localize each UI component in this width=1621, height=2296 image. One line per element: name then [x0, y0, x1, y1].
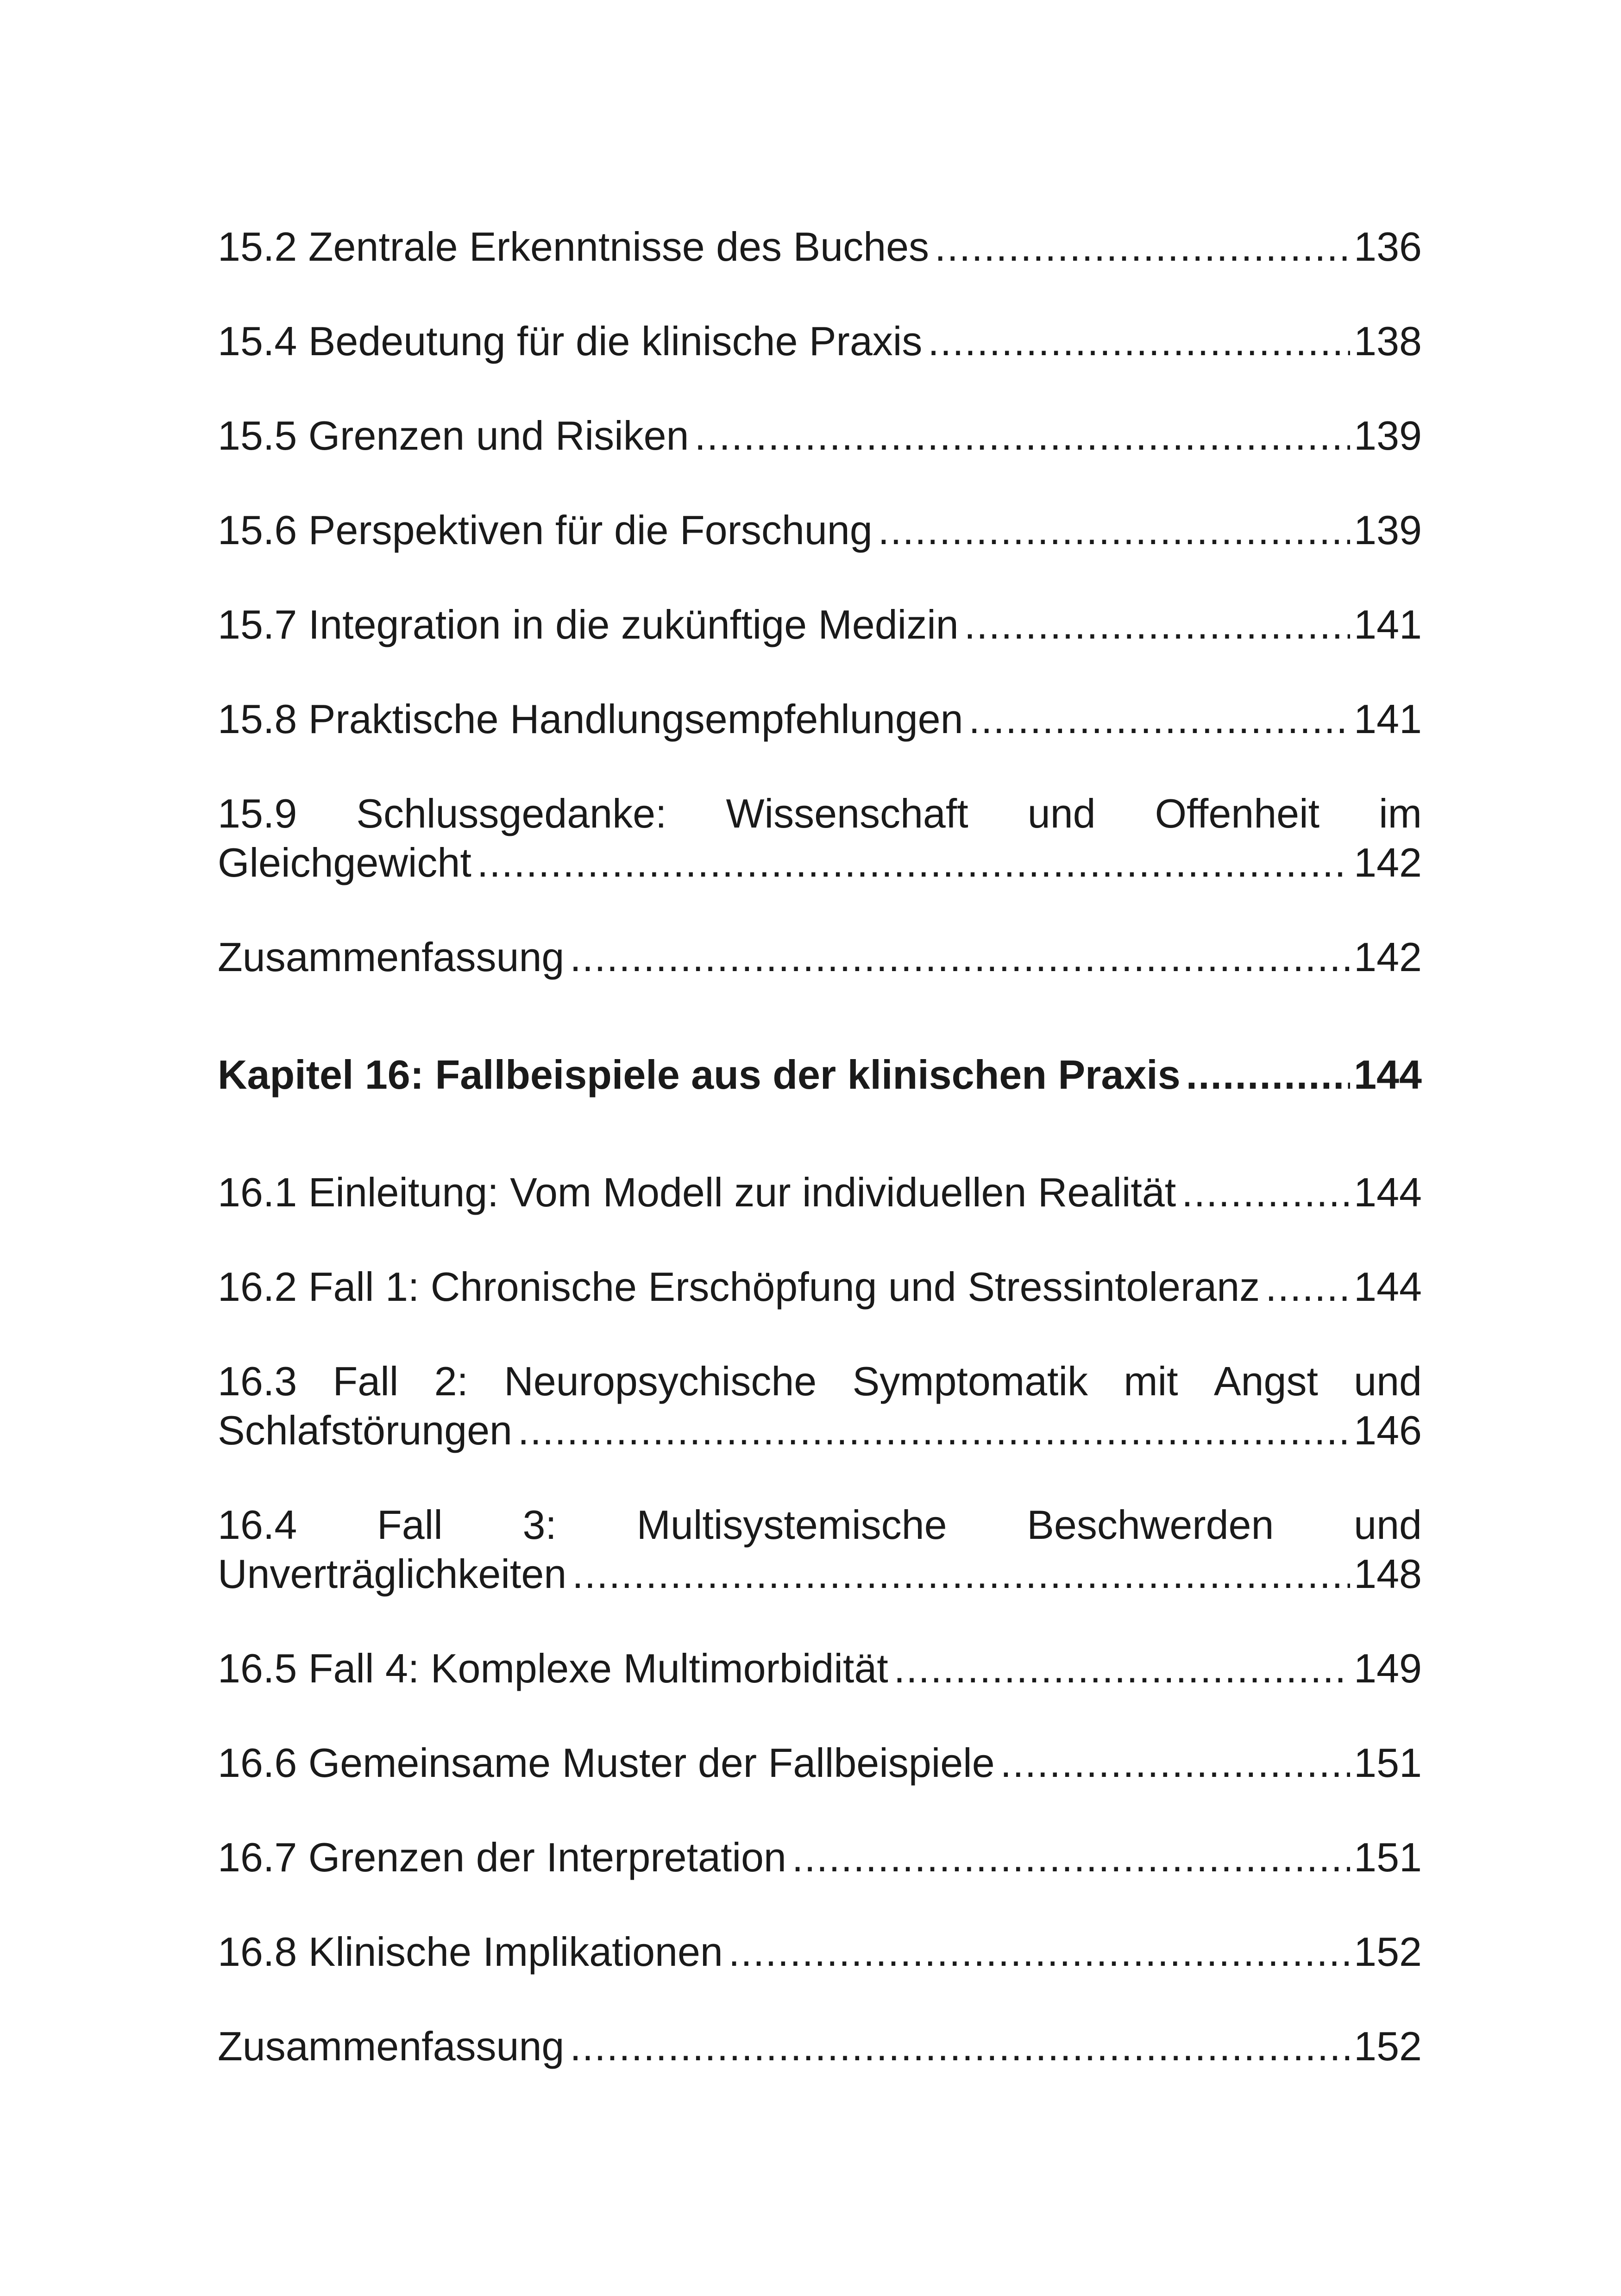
toc-entry-title: 16.8 Klinische Implikationen	[218, 1929, 723, 1975]
toc-word: 16.3	[218, 1358, 297, 1404]
toc-entry-title: 16.6 Gemeinsame Muster der Fallbeispiele	[218, 1740, 995, 1786]
toc-page-number: 139	[1354, 507, 1422, 553]
toc-entry-16-3[interactable]	[218, 1357, 1422, 1455]
toc-page-number: 144	[1354, 1169, 1422, 1215]
toc-word: Wissenschaft	[726, 790, 968, 836]
toc-page-number: 146	[1354, 1407, 1422, 1453]
toc-entry-title-line2: Unverträglichkeiten	[218, 1551, 567, 1597]
toc-word: Schlussgedanke:	[356, 790, 667, 836]
leader-dots	[518, 1406, 1350, 1455]
toc-word: Multisystemische	[636, 1502, 947, 1548]
toc-entry-title: Zusammenfassung	[218, 2023, 565, 2069]
leader-dots	[1265, 1262, 1350, 1311]
leader-dots	[792, 1833, 1350, 1882]
toc-word: im	[1379, 790, 1422, 836]
leader-dots	[695, 411, 1351, 460]
toc-entry-16-1[interactable]	[218, 1168, 1422, 1217]
toc-entry-title: 16.2 Fall 1: Chronische Erschöpfung und Stressintoleranz	[218, 1264, 1260, 1310]
toc-page-number: 142	[1354, 840, 1422, 885]
toc-page-number: 144	[1354, 1052, 1422, 1098]
toc-word: und	[1027, 790, 1096, 836]
toc-entry-title: 15.2 Zentrale Erkenntnisse des Buches	[218, 224, 930, 270]
toc-entry-title: 16.7 Grenzen der Interpretation	[218, 1834, 786, 1880]
leader-dots	[477, 838, 1350, 887]
toc-page-number: 138	[1354, 318, 1422, 364]
leader-dots	[570, 2022, 1350, 2071]
toc-entry-title: 15.7 Integration in die zukünftige Medizin	[218, 602, 959, 647]
leader-dots	[964, 600, 1350, 649]
leader-dots	[969, 695, 1351, 744]
toc-entry-title: Zusammenfassung	[218, 934, 565, 980]
toc-entry-15-7[interactable]	[218, 600, 1422, 649]
toc-entry-16-8[interactable]	[218, 1927, 1422, 1976]
toc-page-number: 141	[1354, 696, 1422, 742]
toc-word: und	[1354, 1502, 1422, 1548]
toc-entry-summary-16[interactable]	[218, 2022, 1422, 2071]
toc-word: mit	[1124, 1358, 1178, 1404]
toc-word: Neuropsychische	[504, 1358, 817, 1404]
leader-dots	[570, 933, 1350, 982]
toc-page-number: 149	[1354, 1645, 1422, 1691]
leader-dots	[928, 317, 1350, 366]
toc-entry-title: 15.8 Praktische Handlungsempfehlungen	[218, 696, 963, 742]
toc-entry-title: 16.5 Fall 4: Komplexe Multimorbidität	[218, 1645, 888, 1691]
toc-chapter-16[interactable]	[218, 1050, 1422, 1099]
toc-word: Fall	[333, 1358, 399, 1404]
toc-entry-title: 15.4 Bedeutung für die klinische Praxis	[218, 318, 923, 364]
toc-entry-16-4[interactable]	[218, 1500, 1422, 1599]
toc-page-number: 151	[1354, 1740, 1422, 1786]
toc-entry-16-2[interactable]	[218, 1262, 1422, 1311]
toc-page-number: 152	[1354, 2023, 1422, 2069]
toc-entry-16-7[interactable]	[218, 1833, 1422, 1882]
toc-page-number: 141	[1354, 602, 1422, 647]
leader-dots	[935, 222, 1350, 271]
leader-dots	[1181, 1168, 1350, 1217]
toc-page-number: 136	[1354, 224, 1422, 270]
toc-word: Beschwerden	[1027, 1502, 1274, 1548]
toc-entry-16-5[interactable]	[218, 1644, 1422, 1693]
toc-entry-title-line2: Gleichgewicht	[218, 840, 471, 885]
toc-entry-15-8[interactable]	[218, 695, 1422, 744]
toc-entry-title: 15.6 Perspektiven für die Forschung	[218, 507, 873, 553]
toc-entry-15-9[interactable]	[218, 789, 1422, 887]
toc-word: Symptomatik	[852, 1358, 1088, 1404]
toc-word: 16.4	[218, 1502, 297, 1548]
toc-page-number: 144	[1354, 1264, 1422, 1310]
toc-word: und	[1354, 1358, 1422, 1404]
toc-entry-title: 16.1 Einleitung: Vom Modell zur individuellen Realität	[218, 1169, 1176, 1215]
toc-page-number: 139	[1354, 413, 1422, 458]
toc-entry-15-6[interactable]	[218, 506, 1422, 555]
leader-dots	[1000, 1738, 1351, 1788]
leader-dots	[729, 1927, 1350, 1976]
toc-page-number: 142	[1354, 934, 1422, 980]
toc-entry-title-line1	[218, 1357, 1422, 1406]
toc-entry-title-line2: Schlafstörungen	[218, 1407, 512, 1453]
toc-word: 3:	[522, 1502, 557, 1548]
toc-entry-16-6[interactable]	[218, 1738, 1422, 1788]
leader-dots	[1186, 1050, 1351, 1099]
toc-word: Offenheit	[1155, 790, 1320, 836]
toc-word: 2:	[434, 1358, 468, 1404]
toc-entry-15-2[interactable]	[218, 222, 1422, 271]
toc-entry-15-5[interactable]	[218, 411, 1422, 460]
toc-entry-15-4[interactable]	[218, 317, 1422, 366]
toc-word: Angst	[1213, 1358, 1318, 1404]
toc-page-number: 148	[1354, 1551, 1422, 1597]
toc-word: 15.9	[218, 790, 297, 836]
leader-dots	[572, 1549, 1350, 1599]
leader-dots	[894, 1644, 1350, 1693]
toc-page-number: 152	[1354, 1929, 1422, 1975]
toc-chapter-title: Kapitel 16: Fallbeispiele aus der klinischen Praxis	[218, 1052, 1181, 1098]
toc-page-number: 151	[1354, 1834, 1422, 1880]
toc-entry-title-line1	[218, 1500, 1422, 1549]
toc-entry-title-line1	[218, 789, 1422, 838]
toc-word: Fall	[377, 1502, 443, 1548]
toc-entry-title: 15.5 Grenzen und Risiken	[218, 413, 689, 458]
leader-dots	[878, 506, 1351, 555]
toc-entry-summary-15[interactable]	[218, 933, 1422, 982]
